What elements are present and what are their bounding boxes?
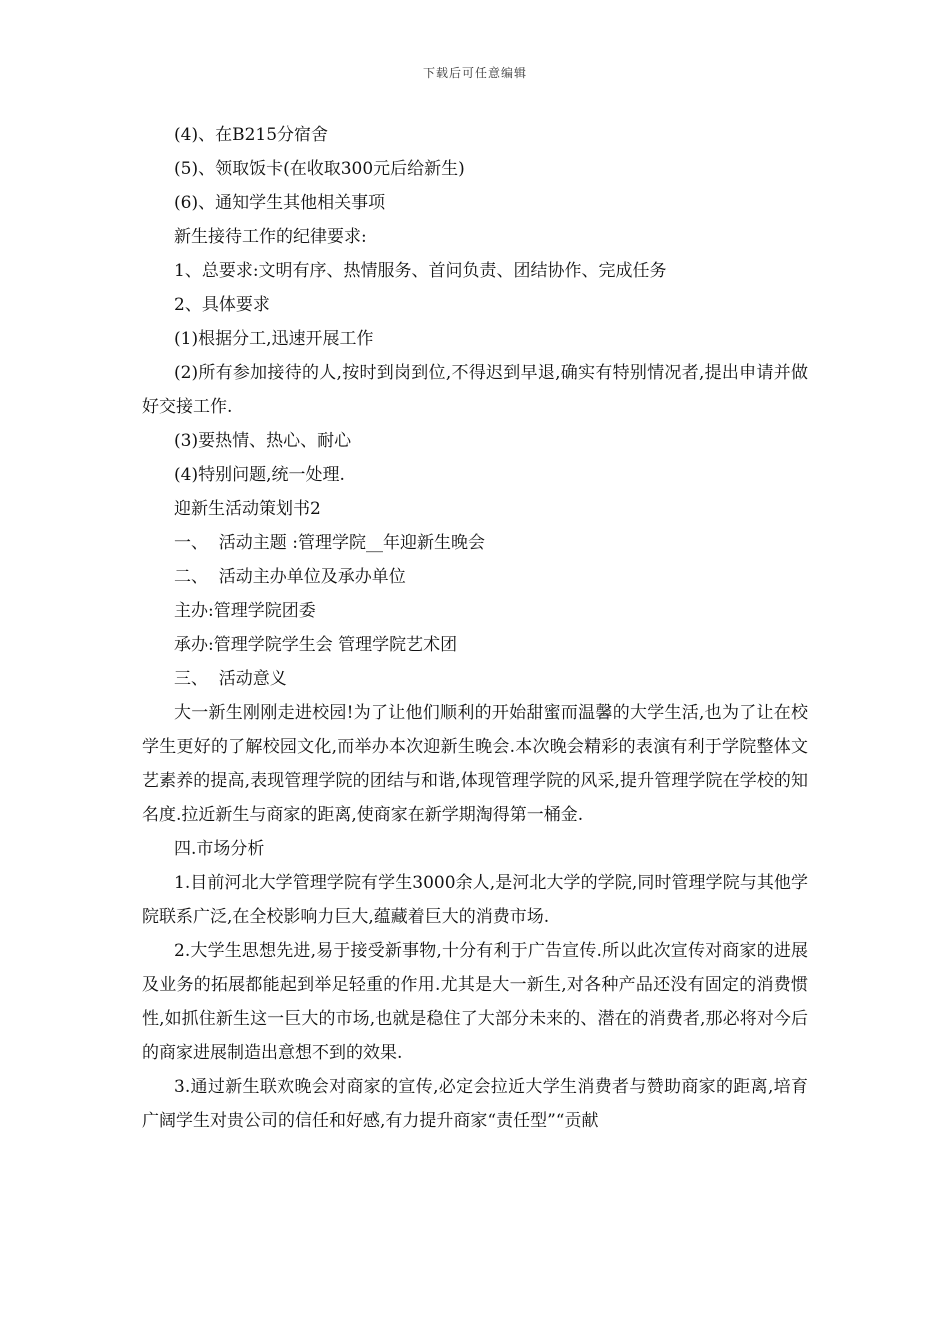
paragraph: (4)特别问题,统一处理.	[174, 465, 345, 485]
paragraph: (4)、在B215分宿舍	[174, 125, 329, 145]
paragraph: 3.通过新生联欢晚会对商家的宣传,必定会拉近大学生消费者与赞助商家的距离,培育广阔学生对贵公司的信任和好感,有力提升商家“责任型”“贡献	[142, 1077, 808, 1131]
paragraph: 1、总要求:文明有序、热情服务、首问负责、团结协作、完成任务	[174, 261, 667, 281]
page-header: 下载后可任意编辑	[422, 66, 527, 80]
heading: 三、 活动意义	[174, 669, 287, 689]
paragraph: 承办:管理学院学生会 管理学院艺术团	[174, 635, 458, 655]
document-body	[142, 118, 808, 1138]
paragraph: 2、具体要求	[174, 295, 270, 315]
paragraph: (5)、领取饭卡(在收取300元后给新生)	[174, 159, 465, 179]
heading: 一、 活动主题 :管理学院__年迎新生晚会	[174, 533, 485, 553]
paragraph: 主办:管理学院团委	[174, 601, 316, 621]
paragraph: (3)要热情、热心、耐心	[174, 431, 352, 451]
section-title: 迎新生活动策划书2	[174, 499, 321, 519]
paragraph: 大一新生刚刚走进校园!为了让他们顺利的开始甜蜜而温馨的大学生活,也为了让在校学生更好的了解校园文化,而举办本次迎新生晚会.本次晚会精彩的表演有利于学院整体文艺素养的提高,表现管理学院的团结与和谐,体现管理学院的风采,提升管理学院在学校的知名度.拉近新生与商家的距离,使商家在新学期淘得第一桶金.	[142, 703, 808, 825]
paragraph: 2.大学生思想先进,易于接受新事物,十分有利于广告宣传.所以此次宣传对商家的进展及业务的拓展都能起到举足轻重的作用.尤其是大一新生,对各种产品还没有固定的消费惯性,如抓住新生这一巨大的市场,也就是稳住了大部分未来的、潜在的消费者,那必将对今后的商家进展制造出意想不到的效果.	[142, 941, 808, 1063]
paragraph: (2)所有参加接待的人,按时到岗到位,不得迟到早退,确实有特别情况者,提出申请并做好交接工作.	[142, 363, 808, 417]
paragraph: (6)、通知学生其他相关事项	[174, 193, 386, 213]
paragraph: (1)根据分工,迅速开展工作	[174, 329, 374, 349]
paragraph: 1.目前河北大学管理学院有学生3000余人,是河北大学的学院,同时管理学院与其他学院联系广泛,在全校影响力巨大,蕴藏着巨大的消费市场.	[142, 873, 808, 927]
heading: 二、 活动主办单位及承办单位	[174, 567, 406, 587]
paragraph: 新生接待工作的纪律要求:	[174, 227, 367, 247]
heading: 四.市场分析	[174, 839, 265, 859]
